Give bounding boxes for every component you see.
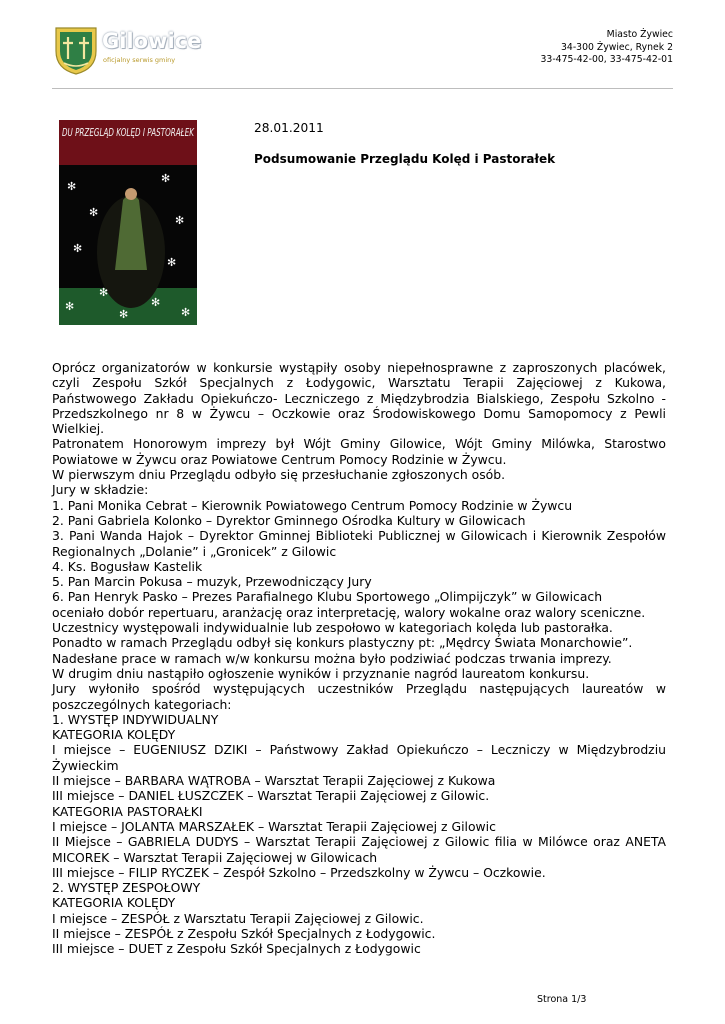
jury-member: 3. Pani Wanda Hajok – Dyrektor Gminnej Biblioteki Publicznej w Gilowicach i Kierownik Zespołów Regionalnych „Dolanie” i „Gronicek” z Gilowic	[52, 528, 666, 559]
laureate-entry: III miejsce – DANIEL ŁUSZCZEK – Warsztat Terapii Zajęciowej z Gilowic.	[52, 788, 490, 804]
laureate-entry: I miejsce – EUGENIUSZ DZIKI – Państwowy Zakład Opiekuńczo – Leczniczy w Międzybrodziu Żywieckim	[52, 742, 666, 773]
body-paragraph: W pierwszym dniu Przeglądu odbyło się przesłuchanie zgłoszonych osób.	[52, 467, 506, 483]
laureate-entry: II miejsce – ZESPÓŁ z Zespołu Szkół Specjalnych z Łodygowic.	[52, 925, 436, 941]
body-paragraph: Ponadto w ramach Przeglądu odbył się konkurs plastyczny pt: „Mędrcy Świata Monarchowie”.	[52, 635, 633, 651]
body-paragraph: Patronatem Honorowym imprezy był Wójt Gminy Gilowice, Wójt Gminy Milówka, Starostwo Powiatowe w Żywcu oraz Powiatowe Centrum Pomocy Rodzinie w Żywcu.	[52, 436, 666, 467]
svg-text:✻: ✻	[67, 180, 77, 193]
coat-of-arms-icon	[52, 25, 100, 75]
laureate-entry: III miejsce – DUET z Zespołu Szkół Specjalnych z Łodygowic	[52, 941, 421, 957]
address-block	[540, 29, 673, 67]
svg-text:✻: ✻	[99, 286, 109, 299]
svg-text:✻: ✻	[73, 242, 83, 255]
body-paragraph: Oprócz organizatorów w konkursie wystąpiły osoby niepełnosprawne z zaproszonych placówek, czyli Zespołu Szkół Specjalnych z Łodygowic, Warsztatu Terapii Zajęciowej z Kukowa, Państwowego Zakładu Opiekuńczo- Leczniczego z Międzybrodzia Bialskiego, Zespołu Szkolno - Przedszkolnego nr 8 w Żywcu – Oczkowie oraz Środowiskowego Domu Samopomocy z Pewli Wielkiej.	[52, 360, 666, 437]
article-body	[52, 360, 666, 957]
body-paragraph: Jury wyłoniło spośród występujących uczestników Przeglądu następujących laureatów w poszczególnych kategoriach:	[52, 681, 666, 712]
body-paragraph: Uczestnicy występowali indywidualnie lub zespołowo w kategoriach kolęda lub pastorałka.	[52, 620, 613, 636]
section-heading: 2. WYSTĘP ZESPOŁOWY	[52, 880, 201, 896]
page-number: Strona 1/3	[537, 994, 587, 1005]
body-paragraph: Jury w składzie:	[52, 482, 149, 498]
laureate-entry: I miejsce – ZESPÓŁ z Warsztatu Terapii Zajęciowej z Gilowic.	[52, 910, 424, 926]
address-line-phone: 33-475-42-00, 33-475-42-01	[540, 54, 673, 65]
category-heading: KATEGORIA KOLĘDY	[52, 727, 176, 743]
site-logo[interactable]	[52, 25, 202, 77]
svg-text:✻: ✻	[167, 256, 177, 269]
jury-member: 4. Ks. Bogusław Kastelik	[52, 558, 203, 574]
jury-member: 2. Pani Gabriela Kolonko – Dyrektor Gminnego Ośrodka Kultury w Gilowicach	[52, 512, 526, 528]
svg-text:✻: ✻	[119, 308, 129, 321]
svg-text:✻: ✻	[151, 296, 161, 309]
laureate-entry: I miejsce – JOLANTA MARSZAŁEK – Warsztat Terapii Zajęciowej z Gilowic	[52, 818, 496, 834]
body-paragraph: W drugim dniu nastąpiło ogłoszenie wyników i przyznanie nagród laureatom konkursu.	[52, 665, 590, 681]
article-title: Podsumowanie Przeglądu Kolęd i Pastorałek	[254, 152, 556, 166]
article-date: 28.01.2011	[254, 121, 324, 135]
svg-text:✻: ✻	[161, 172, 171, 185]
svg-text:✻: ✻	[175, 214, 185, 227]
photo-image	[59, 120, 197, 325]
laureate-entry: II Miejsce – GABRIELA DUDYS – Warsztat Terapii Zajęciowej z Gilowic filia w Milówce oraz ANETA MICOREK – Warsztat Terapii Zajęciowej w Gilowicach	[52, 834, 666, 865]
svg-text:✻: ✻	[181, 306, 191, 319]
address-line-street: 34-300 Żywiec, Rynek 2	[560, 41, 673, 53]
jury-member: 1. Pani Monika Cebrat – Kierownik Powiatowego Centrum Pomocy Rodzinie w Żywcu	[52, 497, 573, 513]
svg-text:✻: ✻	[89, 206, 99, 219]
category-heading: KATEGORIA KOLĘDY	[52, 895, 176, 911]
banner-text: DU PRZEGLĄD KOLĘD I PASTORAŁEK	[62, 126, 195, 139]
svg-text:✻: ✻	[65, 300, 75, 313]
jury-member: 6. Pan Henryk Pasko – Prezes Parafialnego Klubu Sportowego „Olimpijczyk” w Gilowicach	[52, 589, 603, 605]
laureate-entry: III miejsce – FILIP RYCZEK – Zespół Szkolno – Przedszkolny w Żywcu – Oczkowie.	[52, 864, 546, 880]
article-photo	[59, 120, 197, 325]
header-divider	[52, 88, 673, 89]
logo-text: Gilowice	[102, 29, 202, 53]
laureate-entry: II miejsce – BARBARA WĄTROBA – Warsztat Terapii Zajęciowej z Kukowa	[52, 773, 496, 789]
section-heading: 1. WYSTĘP INDYWIDUALNY	[52, 711, 219, 727]
address-line-city: Miasto Żywiec	[606, 29, 673, 40]
logo-subtitle: oficjalny serwis gminy	[103, 56, 176, 64]
category-heading: KATEGORIA PASTORAŁKI	[52, 803, 203, 819]
jury-member: 5. Pan Marcin Pokusa – muzyk, Przewodniczący Jury	[52, 574, 372, 590]
body-paragraph: oceniało dobór repertuaru, aranżację oraz interpretację, walory wokalne oraz walory sceniczne.	[52, 604, 646, 620]
body-paragraph: Nadesłane prace w ramach w/w konkursu można było podziwiać podczas trwania imprezy.	[52, 650, 612, 666]
